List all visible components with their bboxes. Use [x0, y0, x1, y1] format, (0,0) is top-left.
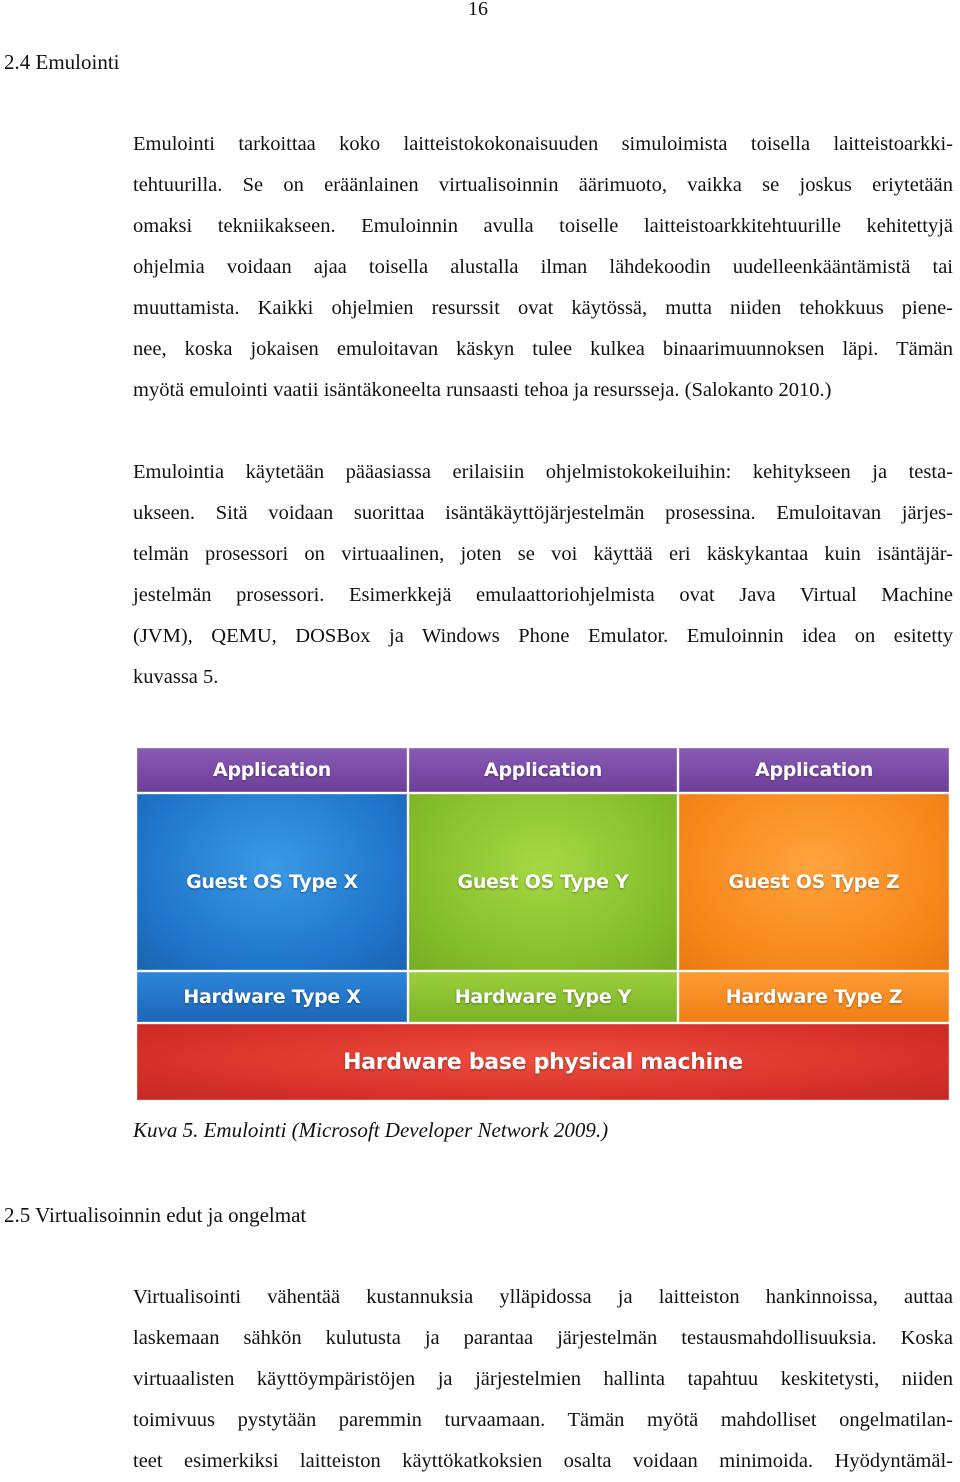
text-line: Emulointia käytetään pääasiassa erilaisiin ohjelmistokokeiluihin: kehitykseen ja testa-	[133, 461, 953, 483]
text-line: muuttamista. Kaikki ohjelmien resurssit ovat käytössä, mutta niiden tehokkuus piene-	[133, 297, 953, 319]
text-line: virtuaalisten käyttöympäristöjen ja järjestelmien hallinta tapahtuu keskitetysti, niiden	[133, 1368, 953, 1390]
text-line: myötä emulointi vaatii isäntäkoneelta runsaasti tehoa ja resursseja. (Salokanto 2010.)	[133, 379, 832, 401]
guest-os-block-y: Guest OS Type Y	[409, 794, 677, 970]
text-line: Emulointi tarkoittaa koko laitteistokokonaisuuden simuloimista toisella laitteistoarkki-	[133, 133, 953, 155]
text-line: ukseen. Sitä voidaan suorittaa isäntäkäyttöjärjestelmän prosessina. Emuloitavan järjes-	[133, 502, 953, 524]
emulation-diagram	[137, 748, 949, 1100]
text-line: Virtualisointi vähentää kustannuksia ylläpidossa ja laitteiston hankinnoissa, auttaa	[133, 1286, 953, 1308]
hardware-base-block: Hardware base physical machine	[137, 1024, 949, 1100]
text-line: ohjelmia voidaan ajaa toisella alustalla ilman lähdekoodin uudelleenkääntämistä tai	[133, 256, 953, 278]
hardware-block-y: Hardware Type Y	[409, 972, 677, 1022]
guest-os-block-x: Guest OS Type X	[137, 794, 407, 970]
figure-caption: Kuva 5. Emulointi (Microsoft Developer Network 2009.)	[133, 1118, 609, 1142]
application-block-x: Application	[137, 748, 407, 792]
guest-os-block-z: Guest OS Type Z	[679, 794, 949, 970]
text-line: tehtuurilla. Se on eräänlainen virtualisoinnin äärimuoto, vaikka se joskus eriytetään	[133, 174, 953, 196]
application-block-y: Application	[409, 748, 677, 792]
text-line: omaksi tekniikakseen. Emuloinnin avulla toiselle laitteistoarkkitehtuurille kehitettyjä	[133, 215, 953, 237]
text-line: laskemaan sähkön kulutusta ja parantaa järjestelmän testausmahdollisuuksia. Koska	[133, 1327, 953, 1349]
application-block-z: Application	[679, 748, 949, 792]
paragraph-emulointi-definition	[133, 124, 953, 411]
paragraph-virtualisointi-benefits	[133, 1277, 953, 1482]
paragraph-emulointi-usage	[133, 452, 953, 698]
text-line: nee, koska jokaisen emuloitavan käskyn tulee kulkea binaarimuunnoksen läpi. Tämän	[133, 338, 953, 360]
section-heading-emulointi: 2.4 Emulointi	[4, 50, 120, 74]
text-line: jestelmän prosessori. Esimerkkejä emulaattoriohjelmista ovat Java Virtual Machine	[133, 584, 953, 606]
hardware-block-x: Hardware Type X	[137, 972, 407, 1022]
text-line: kuvassa 5.	[133, 666, 219, 688]
text-line: telmän prosessori on virtuaalinen, joten se voi käyttää eri käskykantaa kuin isäntäjär-	[133, 543, 953, 565]
page-number: 16	[468, 0, 488, 20]
hardware-block-z: Hardware Type Z	[679, 972, 949, 1022]
section-heading-virtualisoinnin-edut: 2.5 Virtualisoinnin edut ja ongelmat	[4, 1203, 307, 1227]
text-line: (JVM), QEMU, DOSBox ja Windows Phone Emulator. Emuloinnin idea on esitetty	[133, 625, 953, 647]
text-line: toimivuus pystytään paremmin turvaamaan. Tämän myötä mahdolliset ongelmatilan-	[133, 1409, 953, 1431]
text-line: teet esimerkiksi laitteiston käyttökatkoksien osalta voidaan minimoida. Hyödyntämäl-	[133, 1450, 953, 1472]
